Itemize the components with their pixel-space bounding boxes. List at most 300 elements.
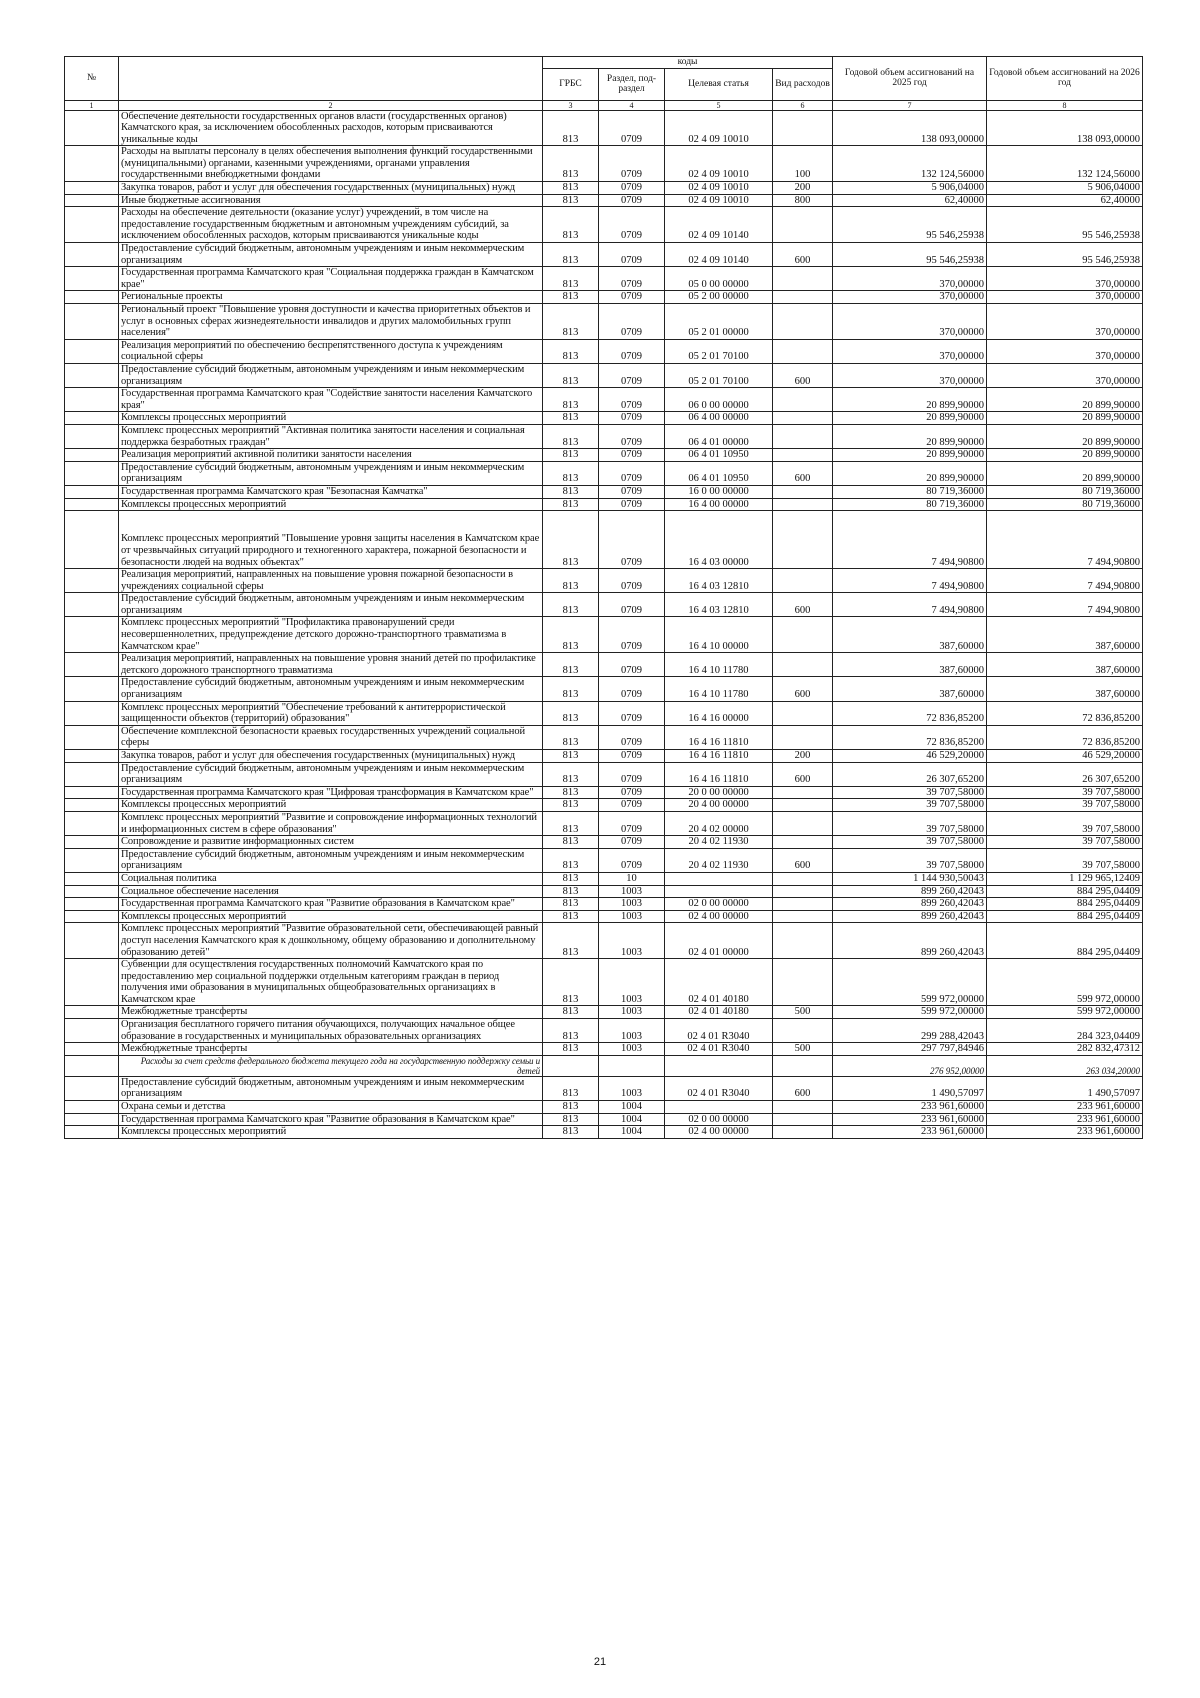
row-value-2025: 899 260,42043: [833, 910, 987, 923]
budget-table-sheet: [64, 56, 1142, 1139]
row-celevaya: 06 4 01 00000: [665, 424, 773, 448]
row-value-2025: 233 961,60000: [833, 1113, 987, 1126]
row-value-2025: 1 490,57097: [833, 1076, 987, 1100]
table-row: [65, 725, 1143, 749]
row-value-2026: 62,40000: [987, 194, 1143, 207]
row-num-cell: [65, 110, 119, 146]
row-grbs: 813: [543, 811, 599, 835]
row-vid: 600: [773, 243, 833, 267]
row-name: Межбюджетные трансферты: [119, 1006, 543, 1019]
row-name: Региональные проекты: [119, 291, 543, 304]
table-row: [65, 836, 1143, 849]
row-value-2025: 7 494,90800: [833, 593, 987, 617]
row-vid: 600: [773, 677, 833, 701]
row-num-cell: [65, 593, 119, 617]
row-celevaya: 06 4 01 10950: [665, 461, 773, 485]
row-razdel: 0709: [599, 182, 665, 195]
row-razdel: 1003: [599, 1076, 665, 1100]
row-num-cell: [65, 182, 119, 195]
row-grbs: 813: [543, 1006, 599, 1019]
row-num-cell: [65, 701, 119, 725]
row-value-2026: 20 899,90000: [987, 412, 1143, 425]
row-celevaya: 02 4 09 10140: [665, 207, 773, 243]
row-value-2025: 7 494,90800: [833, 569, 987, 593]
row-grbs: 813: [543, 194, 599, 207]
row-value-2026: 72 836,85200: [987, 725, 1143, 749]
row-name: Реализация мероприятий по обеспечению беспрепятственного доступа к учреждениям социальной сферы: [119, 339, 543, 363]
row-vid: [773, 885, 833, 898]
row-value-2025: 299 288,42043: [833, 1019, 987, 1043]
row-name: Социальное обеспечение населения: [119, 885, 543, 898]
row-celevaya: 02 4 01 40180: [665, 1006, 773, 1019]
row-num-cell: [65, 1113, 119, 1126]
row-name: Государственная программа Камчатского края "Социальная поддержка граждан в Камчатском крае": [119, 267, 543, 291]
row-name: Предоставление субсидий бюджетным, автономным учреждениям и иным некоммерческим организациям: [119, 243, 543, 267]
row-vid: [773, 799, 833, 812]
row-value-2025: 39 707,58000: [833, 848, 987, 872]
table-row: [65, 1043, 1143, 1056]
row-value-2025: 95 546,25938: [833, 207, 987, 243]
row-razdel: 0709: [599, 653, 665, 677]
row-num-cell: [65, 836, 119, 849]
row-razdel: 1003: [599, 1019, 665, 1043]
table-row: [65, 1055, 1143, 1076]
row-value-2025: 62,40000: [833, 194, 987, 207]
row-value-2026: 20 899,90000: [987, 449, 1143, 462]
table-row: [65, 811, 1143, 835]
row-name: Предоставление субсидий бюджетным, автономным учреждениям и иным некоммерческим организациям: [119, 363, 543, 387]
row-name: Комплекс процессных мероприятий "Развитие и сопровождение информационных технологий и информационных систем в сфере образования": [119, 811, 543, 835]
row-celevaya: 02 4 09 10010: [665, 194, 773, 207]
row-grbs: 813: [543, 593, 599, 617]
row-num-cell: [65, 461, 119, 485]
row-vid: 100: [773, 146, 833, 182]
row-value-2026: 233 961,60000: [987, 1113, 1143, 1126]
row-vid: [773, 617, 833, 653]
row-vid: [773, 511, 833, 569]
row-num-cell: [65, 207, 119, 243]
row-name: Межбюджетные трансферты: [119, 1043, 543, 1056]
row-vid: [773, 388, 833, 412]
row-vid: [773, 207, 833, 243]
row-razdel: 1003: [599, 923, 665, 959]
row-value-2026: 233 961,60000: [987, 1126, 1143, 1139]
row-num-cell: [65, 424, 119, 448]
row-value-2026: 80 719,36000: [987, 485, 1143, 498]
row-celevaya: 05 2 01 70100: [665, 363, 773, 387]
header-codes: коды: [543, 57, 833, 69]
row-value-2026: 138 093,00000: [987, 110, 1143, 146]
row-value-2025: 138 093,00000: [833, 110, 987, 146]
row-vid: [773, 339, 833, 363]
row-num-cell: [65, 872, 119, 885]
table-row: [65, 243, 1143, 267]
row-value-2025: 5 906,04000: [833, 182, 987, 195]
row-name: Охрана семьи и детства: [119, 1101, 543, 1114]
row-vid: 200: [773, 182, 833, 195]
row-celevaya: 06 4 01 10950: [665, 449, 773, 462]
row-vid: [773, 701, 833, 725]
row-vid: [773, 424, 833, 448]
header-grbs: ГРБС: [543, 68, 599, 100]
row-num-cell: [65, 885, 119, 898]
row-value-2026: 39 707,58000: [987, 811, 1143, 835]
row-razdel: 0709: [599, 110, 665, 146]
row-grbs: 813: [543, 653, 599, 677]
row-grbs: 813: [543, 363, 599, 387]
row-vid: [773, 267, 833, 291]
row-name: Комплексы процессных мероприятий: [119, 412, 543, 425]
row-celevaya: 16 4 03 12810: [665, 593, 773, 617]
row-value-2026: 370,00000: [987, 339, 1143, 363]
row-value-2025: 39 707,58000: [833, 799, 987, 812]
row-name: Региональный проект "Повышение уровня доступности и качества приоритетных объектов и услуг в основных сферах жизнедеятельности инвалидов и других маломобильных групп населения": [119, 304, 543, 340]
row-vid: [773, 412, 833, 425]
row-razdel: 0709: [599, 485, 665, 498]
row-value-2025: 899 260,42043: [833, 885, 987, 898]
row-grbs: 813: [543, 1076, 599, 1100]
row-num-cell: [65, 267, 119, 291]
row-num-cell: [65, 959, 119, 1006]
row-value-2026: 132 124,56000: [987, 146, 1143, 182]
table-row: [65, 786, 1143, 799]
row-grbs: 813: [543, 786, 599, 799]
row-name: Обеспечение деятельности государственных органов власти (государственных органов) Камчатского края, за исключением обособленных расходов, которым присваиваются уникальные коды: [119, 110, 543, 146]
row-value-2025: 233 961,60000: [833, 1126, 987, 1139]
header-razdel: Раздел, под-раздел: [599, 68, 665, 100]
row-grbs: 813: [543, 750, 599, 763]
row-razdel: 0709: [599, 461, 665, 485]
row-value-2026: 20 899,90000: [987, 424, 1143, 448]
table-row: [65, 182, 1143, 195]
row-num-cell: [65, 339, 119, 363]
row-num-cell: [65, 750, 119, 763]
table-row: [65, 653, 1143, 677]
row-value-2025: 39 707,58000: [833, 786, 987, 799]
row-vid: 500: [773, 1043, 833, 1056]
row-value-2026: 263 034,20000: [987, 1055, 1143, 1076]
row-value-2025: 80 719,36000: [833, 498, 987, 511]
table-row: [65, 593, 1143, 617]
row-num-cell: [65, 910, 119, 923]
row-vid: [773, 1101, 833, 1114]
header-name: [119, 57, 543, 101]
table-row: [65, 511, 1143, 569]
row-vid: [773, 1055, 833, 1076]
row-celevaya: 16 4 10 11780: [665, 677, 773, 701]
row-grbs: 813: [543, 898, 599, 911]
row-razdel: 0709: [599, 449, 665, 462]
row-num-cell: [65, 449, 119, 462]
row-celevaya: 20 4 02 11930: [665, 836, 773, 849]
row-razdel: 0709: [599, 412, 665, 425]
row-num-cell: [65, 848, 119, 872]
row-num-cell: [65, 498, 119, 511]
row-value-2025: 370,00000: [833, 339, 987, 363]
row-value-2026: 884 295,04409: [987, 923, 1143, 959]
row-value-2025: 72 836,85200: [833, 701, 987, 725]
row-value-2025: 370,00000: [833, 304, 987, 340]
row-vid: 800: [773, 194, 833, 207]
row-vid: [773, 786, 833, 799]
row-value-2025: 20 899,90000: [833, 449, 987, 462]
table-row: [65, 701, 1143, 725]
row-num-cell: [65, 811, 119, 835]
row-grbs: 813: [543, 959, 599, 1006]
budget-table: [64, 56, 1143, 1139]
col-number: 8: [987, 100, 1143, 110]
row-celevaya: [665, 872, 773, 885]
row-name: Комплекс процессных мероприятий "Развитие образовательной сети, обеспечивающей равный доступ населения Камчатского края к дошкольному, общему образованию и дополнительному образованию детей": [119, 923, 543, 959]
table-row: [65, 1101, 1143, 1114]
row-value-2025: 899 260,42043: [833, 923, 987, 959]
row-razdel: 1003: [599, 1043, 665, 1056]
row-razdel: 1003: [599, 910, 665, 923]
row-value-2025: 39 707,58000: [833, 811, 987, 835]
row-celevaya: 02 4 01 R3040: [665, 1043, 773, 1056]
table-row: [65, 762, 1143, 786]
row-name: Комплекс процессных мероприятий "Повышение уровня защиты населения в Камчатском крае от чрезвычайных ситуаций природного и техногенного характера, пожарной безопасности и безопасности людей на водных объектах": [119, 511, 543, 569]
row-razdel: 0709: [599, 243, 665, 267]
row-vid: 600: [773, 363, 833, 387]
row-vid: [773, 449, 833, 462]
row-razdel: 0709: [599, 725, 665, 749]
row-celevaya: 05 2 01 00000: [665, 304, 773, 340]
row-celevaya: 02 4 09 10010: [665, 182, 773, 195]
row-razdel: 0709: [599, 146, 665, 182]
row-vid: [773, 1126, 833, 1139]
row-vid: [773, 1019, 833, 1043]
row-celevaya: 16 4 16 11810: [665, 750, 773, 763]
row-value-2025: 20 899,90000: [833, 412, 987, 425]
row-razdel: 0709: [599, 304, 665, 340]
row-num-cell: [65, 485, 119, 498]
row-vid: [773, 569, 833, 593]
row-value-2025: 599 972,00000: [833, 959, 987, 1006]
row-num-cell: [65, 1006, 119, 1019]
row-name: Предоставление субсидий бюджетным, автономным учреждениям и иным некоммерческим организациям: [119, 677, 543, 701]
row-name: Предоставление субсидий бюджетным, автономным учреждениям и иным некоммерческим организациям: [119, 461, 543, 485]
table-row: [65, 449, 1143, 462]
header-vid: Вид расходов: [773, 68, 833, 100]
row-value-2026: 599 972,00000: [987, 959, 1143, 1006]
table-row: [65, 485, 1143, 498]
row-razdel: 0709: [599, 291, 665, 304]
row-celevaya: 05 2 01 70100: [665, 339, 773, 363]
row-grbs: 813: [543, 872, 599, 885]
row-vid: 200: [773, 750, 833, 763]
row-name: Расходы за счет средств федерального бюджета текущего года на государственную поддержку семьи и детей: [119, 1055, 543, 1076]
row-razdel: 1003: [599, 885, 665, 898]
row-grbs: 813: [543, 569, 599, 593]
row-grbs: 813: [543, 1113, 599, 1126]
row-celevaya: 02 4 09 10140: [665, 243, 773, 267]
row-num-cell: [65, 1019, 119, 1043]
row-grbs: 813: [543, 1101, 599, 1114]
row-num-cell: [65, 511, 119, 569]
table-row: [65, 617, 1143, 653]
row-name: Расходы на обеспечение деятельности (оказание услуг) учреждений, в том числе на предоставление государственным бюджетным и автономным учреждениям субсидий, за исключением обособленных расходов, которым присваиваются уникальные коды: [119, 207, 543, 243]
row-value-2025: 370,00000: [833, 267, 987, 291]
row-grbs: 813: [543, 424, 599, 448]
row-name: Расходы на выплаты персоналу в целях обеспечения выполнения функций государственными (муниципальными) органами, казенными учреждениями, органами управления государственными внебюджетными фондами: [119, 146, 543, 182]
row-grbs: 813: [543, 207, 599, 243]
row-razdel: 0709: [599, 836, 665, 849]
row-value-2025: 297 797,84946: [833, 1043, 987, 1056]
row-celevaya: 02 4 00 00000: [665, 1126, 773, 1139]
header-num: №: [65, 57, 119, 101]
table-row: [65, 910, 1143, 923]
row-grbs: 813: [543, 485, 599, 498]
row-grbs: 813: [543, 1126, 599, 1139]
row-celevaya: [665, 1055, 773, 1076]
row-vid: [773, 872, 833, 885]
row-value-2026: 20 899,90000: [987, 388, 1143, 412]
row-num-cell: [65, 363, 119, 387]
row-name: Государственная программа Камчатского края "Содействие занятости населения Камчатского края": [119, 388, 543, 412]
table-row: [65, 1006, 1143, 1019]
row-celevaya: 02 4 01 R3040: [665, 1019, 773, 1043]
table-row: [65, 339, 1143, 363]
row-name: Обеспечение комплексной безопасности краевых государственных учреждений социальной сферы: [119, 725, 543, 749]
row-name: Закупка товаров, работ и услуг для обеспечения государственных (муниципальных) нужд: [119, 750, 543, 763]
row-num-cell: [65, 1101, 119, 1114]
table-row: [65, 677, 1143, 701]
row-value-2025: 387,60000: [833, 617, 987, 653]
row-value-2025: 132 124,56000: [833, 146, 987, 182]
row-vid: 600: [773, 848, 833, 872]
row-celevaya: 06 0 00 00000: [665, 388, 773, 412]
row-vid: [773, 725, 833, 749]
table-row: [65, 799, 1143, 812]
row-name: Предоставление субсидий бюджетным, автономным учреждениям и иным некоммерческим организациям: [119, 593, 543, 617]
row-name: Комплексы процессных мероприятий: [119, 910, 543, 923]
row-razdel: 0709: [599, 207, 665, 243]
row-celevaya: 05 2 00 00000: [665, 291, 773, 304]
row-name: Сопровождение и развитие информационных систем: [119, 836, 543, 849]
row-value-2025: 599 972,00000: [833, 1006, 987, 1019]
row-razdel: 0709: [599, 799, 665, 812]
table-body: [65, 110, 1143, 1138]
row-grbs: 813: [543, 243, 599, 267]
table-row: [65, 1076, 1143, 1100]
row-value-2026: 387,60000: [987, 617, 1143, 653]
row-razdel: 0709: [599, 511, 665, 569]
row-value-2025: 1 144 930,50043: [833, 872, 987, 885]
row-celevaya: 02 4 09 10010: [665, 110, 773, 146]
table-row: [65, 388, 1143, 412]
row-value-2025: 370,00000: [833, 363, 987, 387]
row-num-cell: [65, 304, 119, 340]
row-num-cell: [65, 786, 119, 799]
table-row: [65, 1113, 1143, 1126]
row-value-2026: 884 295,04409: [987, 910, 1143, 923]
row-celevaya: 16 4 16 11810: [665, 762, 773, 786]
row-vid: [773, 836, 833, 849]
row-razdel: [599, 1055, 665, 1076]
col-number: 5: [665, 100, 773, 110]
row-grbs: 813: [543, 910, 599, 923]
row-razdel: 1004: [599, 1126, 665, 1139]
row-name: Комплекс процессных мероприятий "Обеспечение требований к антитеррористической защищенности объектов (территорий) образования": [119, 701, 543, 725]
row-value-2026: 387,60000: [987, 653, 1143, 677]
table-row: [65, 110, 1143, 146]
row-value-2026: 387,60000: [987, 677, 1143, 701]
row-grbs: 813: [543, 885, 599, 898]
row-grbs: 813: [543, 1043, 599, 1056]
row-value-2026: 370,00000: [987, 267, 1143, 291]
row-value-2026: 233 961,60000: [987, 1101, 1143, 1114]
row-value-2025: 80 719,36000: [833, 485, 987, 498]
table-row: [65, 194, 1143, 207]
row-razdel: 0709: [599, 701, 665, 725]
row-value-2026: 1 129 965,12409: [987, 872, 1143, 885]
row-grbs: 813: [543, 617, 599, 653]
row-grbs: 813: [543, 291, 599, 304]
row-num-cell: [65, 1076, 119, 1100]
row-razdel: 1004: [599, 1101, 665, 1114]
row-name: Предоставление субсидий бюджетным, автономным учреждениям и иным некоммерческим организациям: [119, 762, 543, 786]
row-value-2026: 7 494,90800: [987, 511, 1143, 569]
row-name: Субвенции для осуществления государственных полномочий Камчатского края по предоставлению мер социальной поддержки отдельным категориям граждан в период получения ими образования в муниципальных общеобразовательных организациях в Камчатском крае: [119, 959, 543, 1006]
row-num-cell: [65, 677, 119, 701]
row-celevaya: [665, 1101, 773, 1114]
row-vid: [773, 653, 833, 677]
row-razdel: 1003: [599, 1006, 665, 1019]
row-value-2026: 39 707,58000: [987, 848, 1143, 872]
row-num-cell: [65, 762, 119, 786]
row-value-2026: 5 906,04000: [987, 182, 1143, 195]
row-value-2025: 72 836,85200: [833, 725, 987, 749]
row-value-2026: 39 707,58000: [987, 786, 1143, 799]
table-row: [65, 1126, 1143, 1139]
row-razdel: 0709: [599, 750, 665, 763]
header-celevaya: Целевая статья: [665, 68, 773, 100]
row-num-cell: [65, 291, 119, 304]
row-celevaya: 02 4 01 00000: [665, 923, 773, 959]
row-num-cell: [65, 1043, 119, 1056]
row-celevaya: 16 0 00 00000: [665, 485, 773, 498]
table-row: [65, 146, 1143, 182]
row-razdel: 1003: [599, 898, 665, 911]
row-celevaya: 16 4 10 11780: [665, 653, 773, 677]
row-grbs: 813: [543, 388, 599, 412]
row-vid: [773, 811, 833, 835]
row-grbs: 813: [543, 339, 599, 363]
row-value-2025: 20 899,90000: [833, 388, 987, 412]
row-value-2025: 387,60000: [833, 653, 987, 677]
table-row: [65, 267, 1143, 291]
row-name: Государственная программа Камчатского края "Цифровая трансформация в Камчатском крае": [119, 786, 543, 799]
row-vid: [773, 959, 833, 1006]
column-number-row: [65, 100, 1143, 110]
row-grbs: 813: [543, 836, 599, 849]
row-razdel: 10: [599, 872, 665, 885]
row-grbs: 813: [543, 110, 599, 146]
row-num-cell: [65, 243, 119, 267]
row-grbs: 813: [543, 449, 599, 462]
col-number: 6: [773, 100, 833, 110]
table-row: [65, 848, 1143, 872]
row-num-cell: [65, 653, 119, 677]
row-name: Реализация мероприятий, направленных на повышение уровня знаний детей по профилактике детского дорожного транспортного травматизма: [119, 653, 543, 677]
row-name: Предоставление субсидий бюджетным, автономным учреждениям и иным некоммерческим организациям: [119, 848, 543, 872]
row-name: Иные бюджетные ассигнования: [119, 194, 543, 207]
row-name: Комплекс процессных мероприятий "Профилактика правонарушений среди несовершеннолетних, предупреждение детского дорожно-транспортного травматизма в Камчатском крае": [119, 617, 543, 653]
row-value-2026: 80 719,36000: [987, 498, 1143, 511]
row-razdel: 0709: [599, 388, 665, 412]
page-number: 21: [593, 1656, 607, 1668]
